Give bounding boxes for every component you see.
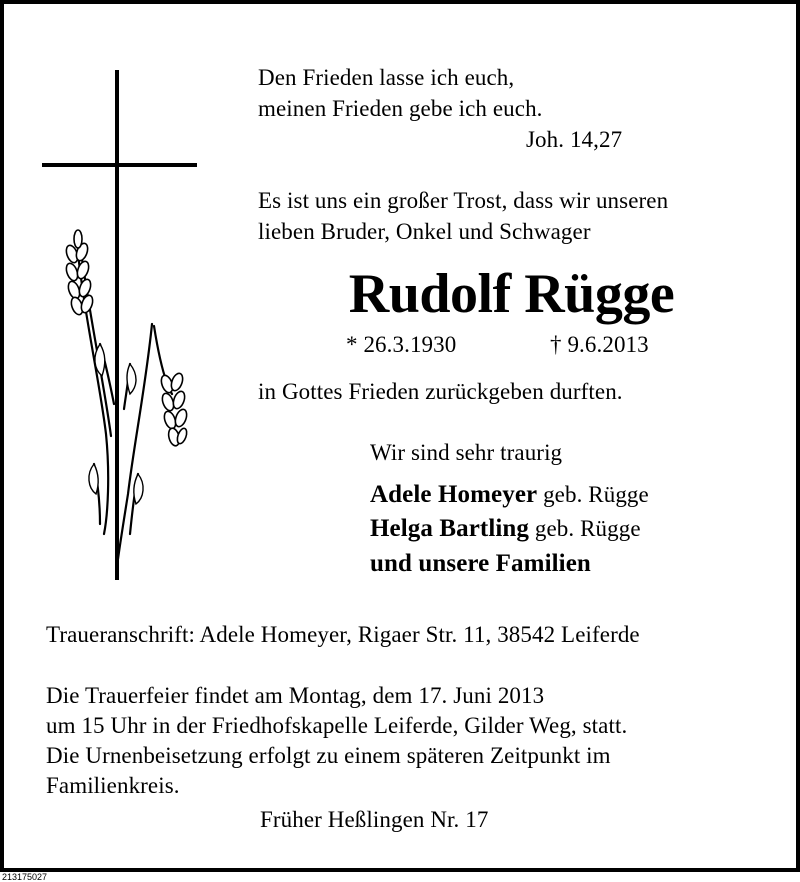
former-residence: Früher Heßlingen Nr. 17 <box>260 807 489 832</box>
mourner-2 <box>370 515 641 543</box>
quote-line-1: Den Frieden lasse ich euch, <box>258 65 515 90</box>
mourner-1-name: Adele Homeyer <box>370 481 538 508</box>
service-line-1: Die Trauerfeier findet am Montag, dem 17. Juni 2013 <box>46 683 545 708</box>
service-line-2: um 15 Uhr in der Friedhofskapelle Leiferde, Gilder Weg, statt. <box>46 713 628 738</box>
mourners-family: und unsere Familien <box>370 550 591 577</box>
cross-with-wheat-icon <box>34 64 209 584</box>
quote-line-2: meinen Frieden gebe ich euch. <box>258 96 543 121</box>
ad-number: 213175027 <box>2 872 48 882</box>
death-date: † 9.6.2013 <box>550 332 649 357</box>
deceased-name: Rudolf Rügge <box>348 263 675 325</box>
quote-reference: Joh. 14,27 <box>526 127 623 152</box>
intro-line-1: Es ist uns ein großer Trost, dass wir unseren <box>258 188 669 213</box>
birth-date: * 26.3.1930 <box>346 332 457 357</box>
outro-line: in Gottes Frieden zurückgeben durften. <box>258 379 623 404</box>
intro-line-2: lieben Bruder, Onkel und Schwager <box>258 219 591 244</box>
service-line-3: Die Urnenbeisetzung erfolgt zu einem späteren Zeitpunkt im <box>46 743 611 768</box>
service-line-4: Familienkreis. <box>46 773 180 798</box>
mourner-1-note: geb. Rügge <box>543 482 649 507</box>
mourner-1 <box>370 481 649 509</box>
mourning-address: Traueranschrift: Adele Homeyer, Rigaer Str. 11, 38542 Leiferde <box>46 622 640 647</box>
mourner-2-name: Helga Bartling <box>370 515 530 542</box>
mourner-2-note: geb. Rügge <box>534 516 641 541</box>
mourners-intro: Wir sind sehr traurig <box>370 440 563 465</box>
